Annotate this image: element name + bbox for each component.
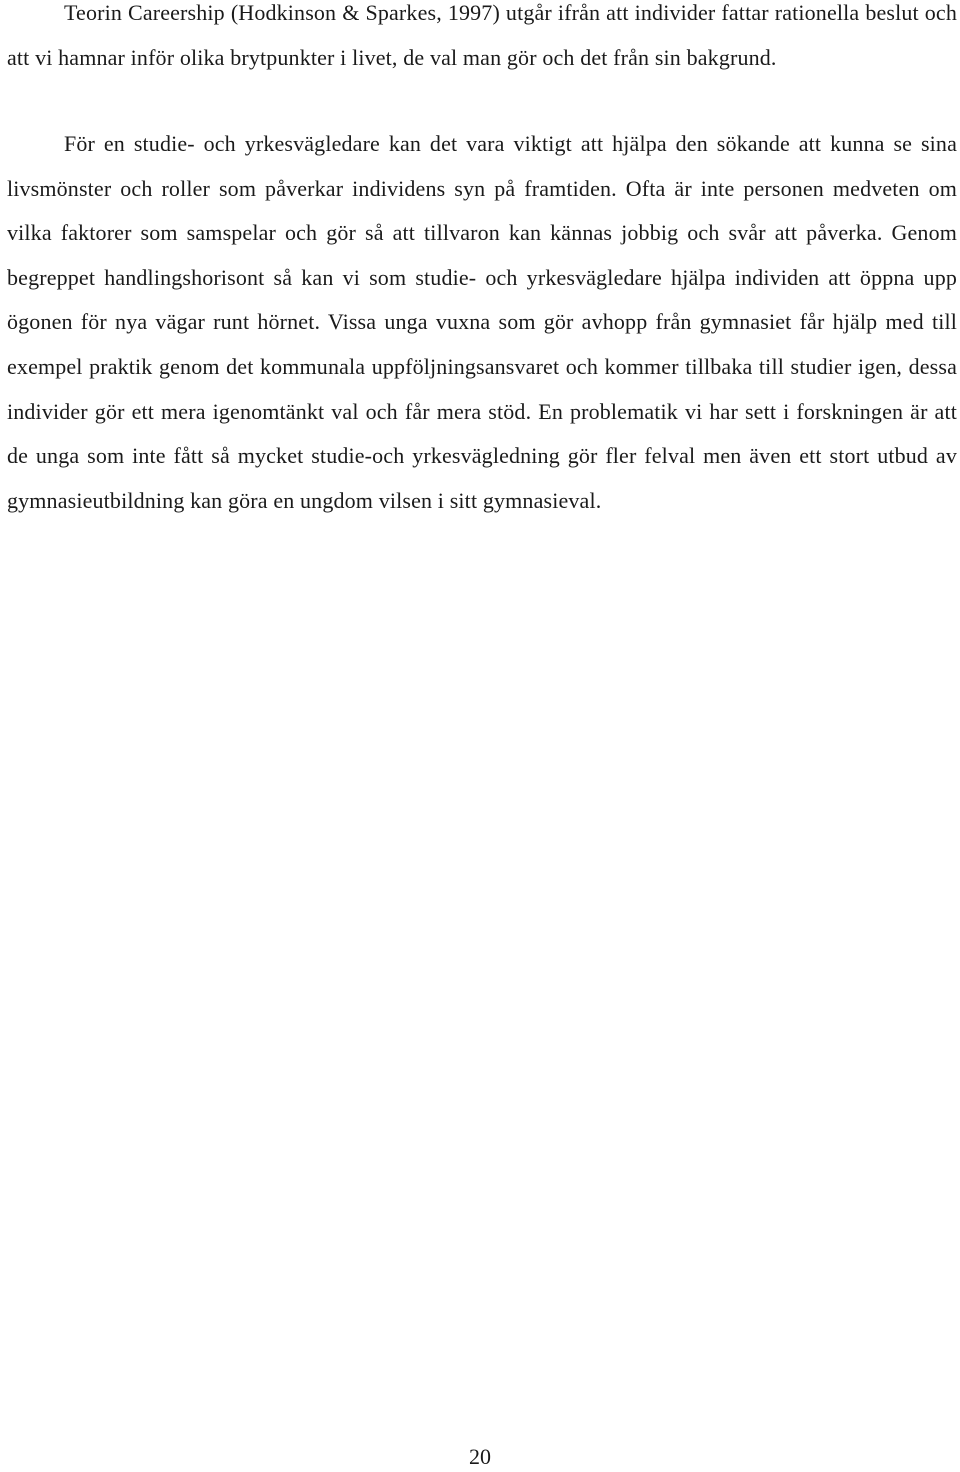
page-number: 20 <box>469 1444 491 1469</box>
document-page <box>7 0 957 1469</box>
paragraph-careership-theory: Teorin Careership (Hodkinson & Sparkes, 1997) utgår ifrån att individer fattar rationella beslut och att vi hamnar inför olika brytpunkter i livet, de val man gör och det från sin bakgrund. <box>7 0 957 70</box>
paragraph-guidance-counselor: För en studie- och yrkesvägledare kan det vara viktigt att hjälpa den sökande att kunna se sina livsmönster och roller som påverkar individens syn på framtiden. Ofta är inte personen medveten om vilka faktorer som samspelar och gör så att tillvaron kan kännas jobbig och svår att påverka. Genom begreppet handlingshorisont så kan vi som studie- och yrkesvägledare hjälpa individen att öppna upp ögonen för nya vägar runt hörnet. Vissa unga vuxna som gör avhopp från gymnasiet får hjälp med till exempel praktik genom det kommunala uppföljningsansvaret och kommer tillbaka till studier igen, dessa individer gör ett mera igenomtänkt val och får mera stöd. En problematik vi har sett i forskningen är att de unga som inte fått så mycket studie-och yrkesvägledning gör fler felval men även ett stort utbud av gymnasieutbildning kan göra en ungdom vilsen i sitt gymnasieval. <box>7 131 957 513</box>
